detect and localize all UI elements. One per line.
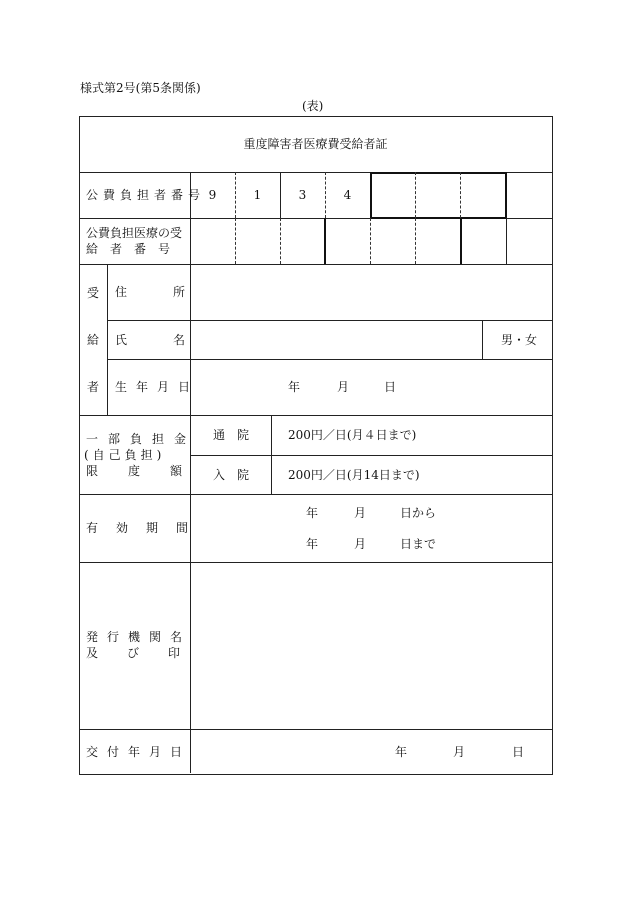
copay-label-line2: (自己負担)	[84, 448, 166, 462]
outpatient-value: 200円／日(月４日まで)	[288, 428, 417, 442]
validity-from-day: 日から	[400, 506, 437, 520]
recipient-side-char-2: 給	[87, 333, 100, 347]
issue-date-label: 交付年月日	[86, 745, 192, 759]
gender-option: 男・女	[501, 333, 538, 347]
validity-from-month: 月	[354, 506, 367, 520]
payer-digit-4: 4	[343, 188, 352, 202]
validity-label: 有効期間	[86, 521, 207, 535]
payer-digit-2: 1	[253, 188, 262, 202]
issue-date-month: 月	[453, 745, 466, 759]
inpatient-label: 入院	[213, 468, 262, 482]
issue-date-year: 年	[395, 745, 408, 759]
validity-to-month: 月	[354, 537, 367, 551]
recipient-number-label-line2: 給者番号	[86, 242, 183, 256]
recipient-side-char-3: 者	[87, 380, 100, 394]
payer-number-label	[86, 188, 206, 202]
recipient-number-label-line1: 公費負担医療の受	[86, 226, 183, 240]
address-label: 住所	[115, 285, 232, 299]
certificate-title: 重度障害者医療費受給者証	[243, 137, 388, 151]
validity-to-day: 日まで	[400, 537, 437, 551]
side-label: (表)	[302, 99, 324, 113]
issuer-label-line1: 発行機関名	[86, 630, 192, 644]
birthdate-year-unit: 年	[288, 380, 301, 394]
copay-label-line3: 限度額	[86, 464, 213, 478]
birthdate-month-unit: 月	[337, 380, 350, 394]
payer-digit-3: 3	[298, 188, 307, 202]
issue-date-day: 日	[512, 745, 525, 759]
outpatient-label: 通院	[213, 428, 262, 442]
issuer-label-line2: 及び印	[86, 646, 210, 660]
birthdate-day-unit: 日	[384, 380, 397, 394]
recipient-side-char-1: 受	[87, 286, 100, 300]
validity-to-year: 年	[306, 537, 319, 551]
payer-digit-1: 9	[208, 188, 217, 202]
payer-label-text: 公費負担者番号	[86, 188, 206, 202]
validity-from-year: 年	[306, 506, 319, 520]
birthdate-label: 生年月日	[115, 380, 200, 394]
form-number: 様式第2号(第5条関係)	[80, 81, 201, 95]
inpatient-value: 200円／日(月14日まで)	[288, 468, 420, 482]
name-label: 氏名	[115, 333, 232, 347]
copay-label-line1: 一部負担金	[86, 432, 197, 446]
